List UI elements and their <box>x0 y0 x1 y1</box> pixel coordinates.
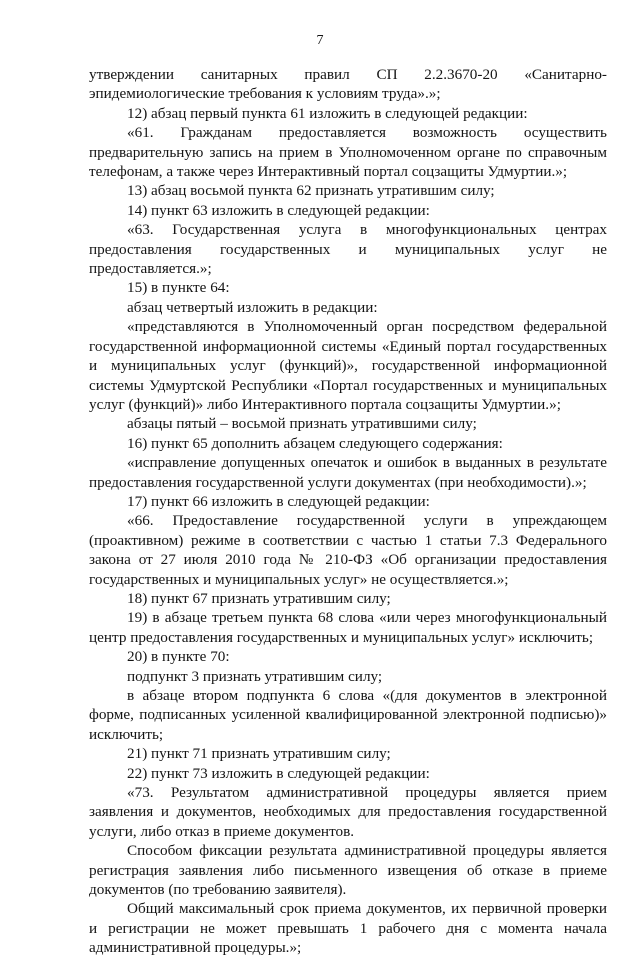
paragraph: 22) пункт 73 изложить в следующей редакции: <box>127 764 430 782</box>
paragraph: в абзаце втором подпункта 6 слова «(для документов в электронной форме, подписанных усиленной квалифицированной электронной подписью)» исключить; <box>89 687 607 743</box>
paragraph: «73. Результатом административной процедуры является прием заявления и документов, необходимых для предоставления государственной услуги, либо отказ в приеме документов. <box>89 784 607 840</box>
paragraph: 13) абзац восьмой пункта 62 признать утратившим силу; <box>127 182 495 200</box>
paragraph: 15) в пункте 64: <box>127 279 230 297</box>
paragraph: абзацы пятый – восьмой признать утратившими силу; <box>127 415 477 433</box>
paragraph: подпункт 3 признать утратившим силу; <box>127 667 383 685</box>
paragraph: 14) пункт 63 изложить в следующей редакции: <box>127 201 430 219</box>
paragraph: Способом фиксации результата административной процедуры является регистрация заявления либо письменного извещения об отказе в приеме документов (по требованию заявителя). <box>89 842 607 899</box>
page-number: 7 <box>316 33 324 48</box>
document-body <box>89 65 607 958</box>
paragraph: 21) пункт 71 признать утратившим силу; <box>127 745 391 763</box>
paragraph: 18) пункт 67 признать утратившим силу; <box>127 589 391 607</box>
paragraph: «63. Государственная услуга в многофункциональных центрах предоставления государственных и муниципальных услуг не предоставляется.»; <box>89 221 607 278</box>
paragraph: «61. Гражданам предоставляется возможность осуществить предварительную запись на прием в Уполномоченном органе по справочным телефонам, а также через Интерактивный портал соцзащиты Удмуртии.»; <box>89 124 607 181</box>
paragraph: 16) пункт 65 дополнить абзацем следующего содержания: <box>127 434 503 452</box>
paragraph: утверждении санитарных правил СП 2.2.3670-20 «Санитарно-эпидемиологические требования к условиям труда».»; <box>89 66 607 103</box>
paragraph: абзац четвертый изложить в редакции: <box>127 298 378 316</box>
paragraph: «66. Предоставление государственной услуги в упреждающем (проактивном) режиме в соответствии с частью 1 статьи 7.3 Федерального закона от 27 июля 2010 года № 210-ФЗ «Об организации предоставления государственных и муниципальных услуг» не осуществляется.»; <box>89 512 607 588</box>
paragraph: 19) в абзаце третьем пункта 68 слова «или через многофункциональный центр предоставления государственных и муниципальных услуг» исключить; <box>89 609 607 646</box>
paragraph: «исправление допущенных опечаток и ошибок в выданных в результате предоставления государственной услуги документах (при необходимости).»; <box>89 454 607 491</box>
paragraph: Общий максимальный срок приема документов, их первичной проверки и регистрации не может превышать 1 рабочего дня с момента начала административной процедуры.»; <box>89 900 607 957</box>
paragraph: 17) пункт 66 изложить в следующей редакции: <box>127 492 430 510</box>
paragraph: 20) в пункте 70: <box>127 648 230 666</box>
paragraph: «представляются в Уполномоченный орган посредством федеральной государственной информационной системы «Единый портал государственных и муниципальных услуг (функций)», государственной информационной системы Удмуртской Республики «Портал государственных и муниципальных услуг (функций)» либо Интерактивного портала соцзащиты Удмуртии.»; <box>89 318 607 413</box>
paragraph: 12) абзац первый пункта 61 изложить в следующей редакции: <box>127 104 528 122</box>
